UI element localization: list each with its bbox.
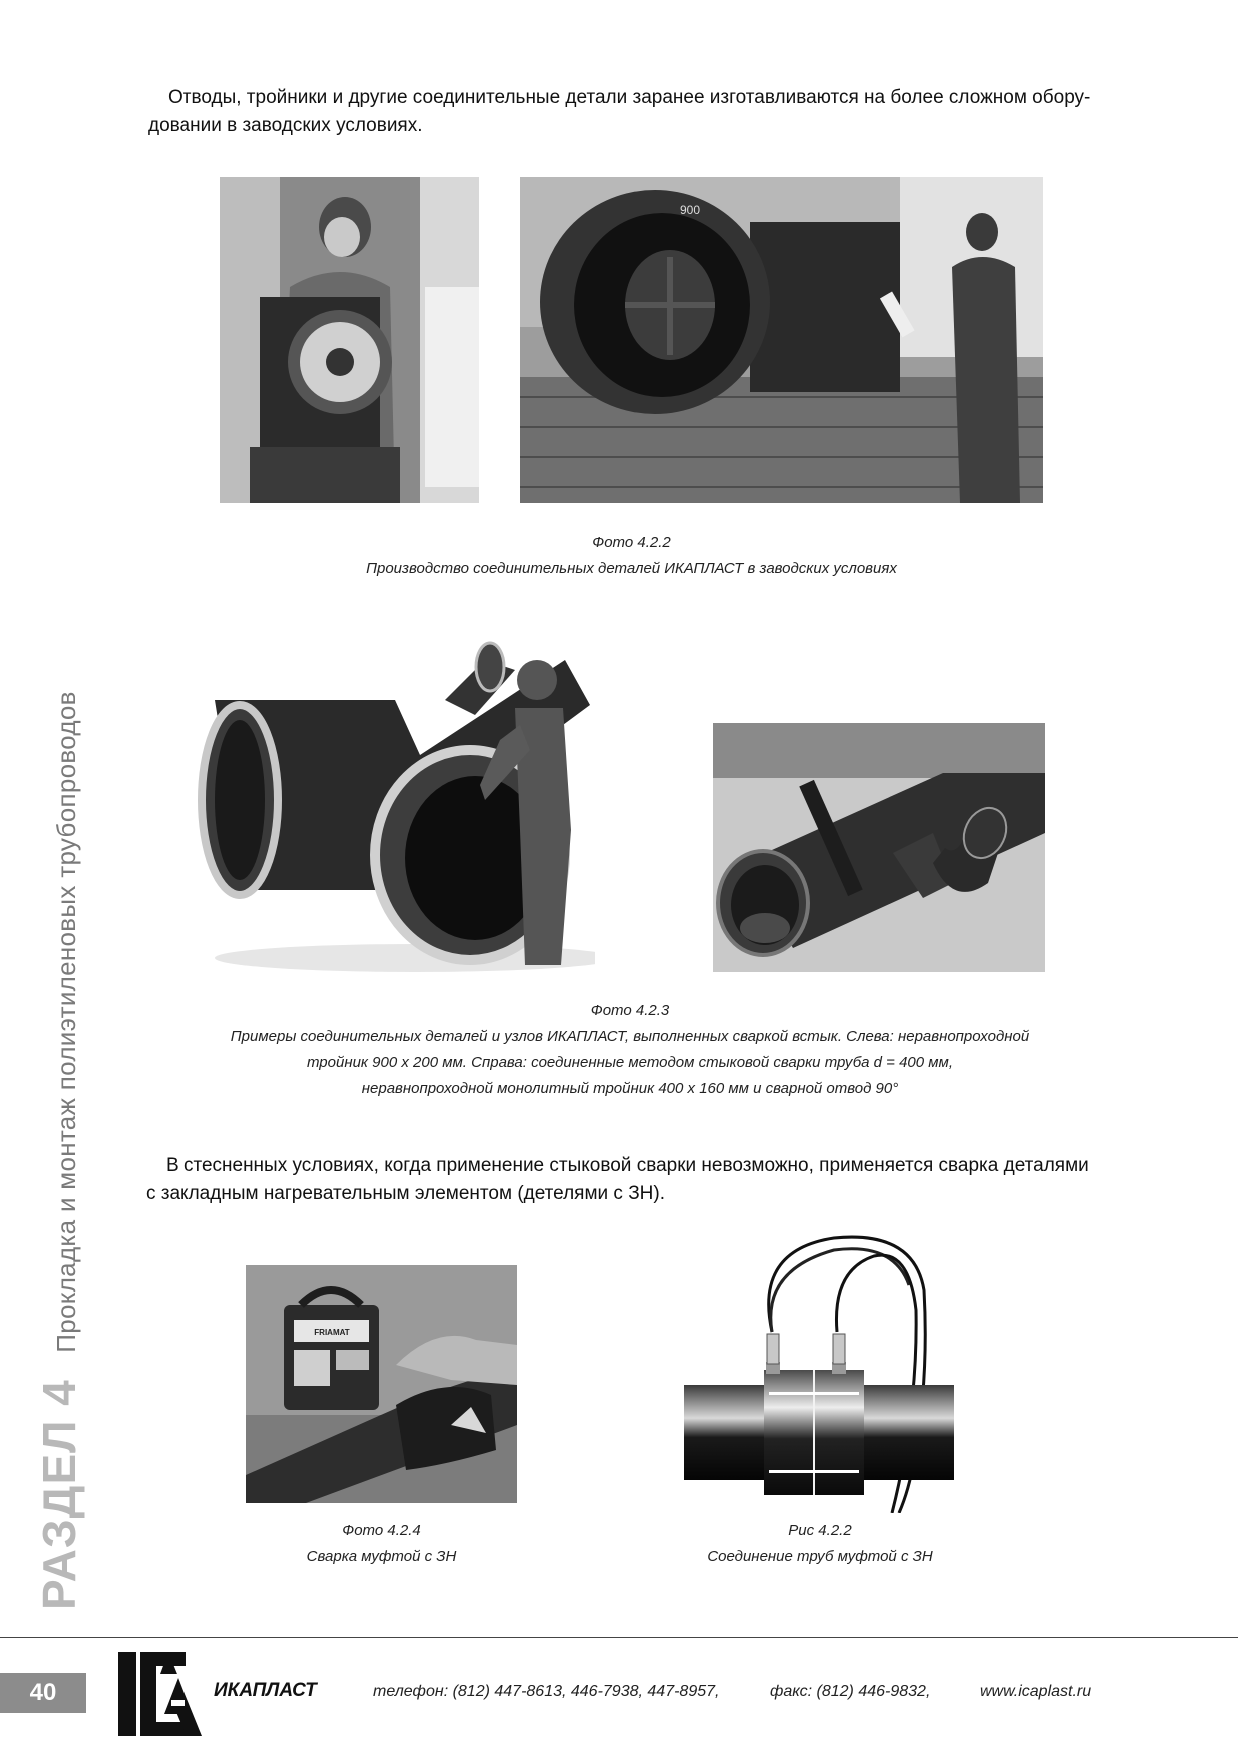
sidebar-section-heading	[32, 610, 92, 1610]
photo-worker-welding-machine	[220, 177, 479, 503]
friamat-label: FRIAMAT	[314, 1328, 350, 1337]
photo-caption: Сварка муфтой с ЗН	[306, 1548, 457, 1565]
electrofusion-line-1: В стесненных условиях, когда применение стыковой сварки невозможно, применяется сварка деталями	[166, 1155, 1089, 1176]
intro-paragraph	[148, 84, 1116, 140]
photo-electrofusion-welding	[246, 1265, 517, 1503]
footer-phone: телефон: (812) 447-8613, 446-7938, 447-8957,	[373, 1683, 720, 1700]
caption-photo-4-2-2	[220, 530, 1043, 582]
photo-large-fitting-machine	[520, 177, 1043, 503]
icaplast-logo	[116, 1644, 204, 1742]
intro-line-1: Отводы, тройники и другие соединительные детали заранее изготавливаются на более сложном обору-	[168, 87, 1091, 108]
figure-number: Рис 4.2.2	[788, 1522, 852, 1539]
caption-photo-4-2-3	[140, 998, 1120, 1102]
diagram-electrofusion-coupling	[684, 1230, 954, 1513]
caption-figure-4-2-2	[660, 1518, 980, 1570]
photo-caption: Производство соединительных деталей ИКАПЛАСТ в заводских условиях	[366, 560, 897, 577]
photo-caption-line-1: Примеры соединительных деталей и узлов ИКАПЛАСТ, выполненных сваркой встык. Слева: неравнопроходной	[230, 1028, 1030, 1045]
caption-photo-4-2-4	[246, 1518, 517, 1570]
stencil-900: 900	[680, 203, 701, 217]
section-title: Прокладка и монтаж полиэтиленовых трубопроводов	[51, 691, 81, 1353]
electrofusion-paragraph	[146, 1152, 1122, 1208]
intro-line-2: довании в заводских условиях.	[148, 115, 423, 136]
footer-brand: ИКАПЛАСТ	[214, 1680, 317, 1701]
photo-caption-line-3: неравнопроходной монолитный тройник 400 х 160 мм и сварной отвод 90°	[361, 1080, 899, 1097]
photo-caption-line-2: тройник 900 х 200 мм. Справа: соединенные методом стыковой сварки труба d = 400 мм,	[306, 1054, 954, 1071]
footer-divider	[0, 1637, 1238, 1638]
photo-number: Фото 4.2.2	[592, 534, 671, 551]
footer-fax: факс: (812) 446-9832,	[770, 1683, 931, 1700]
photo-welded-pipe-assembly	[713, 723, 1045, 972]
section-label: РАЗДЕЛ 4	[33, 1379, 85, 1610]
page-number: 40	[0, 1673, 86, 1713]
photo-number: Фото 4.2.4	[342, 1522, 421, 1539]
photo-number: Фото 4.2.3	[590, 1002, 670, 1019]
figure-caption: Соединение труб муфтой с ЗН	[707, 1548, 933, 1565]
footer-website[interactable]: www.icaplast.ru	[980, 1683, 1092, 1700]
electrofusion-line-2: с закладным нагревательным элементом (детелями с ЗН).	[146, 1183, 666, 1204]
photo-reducing-tee	[185, 640, 595, 975]
